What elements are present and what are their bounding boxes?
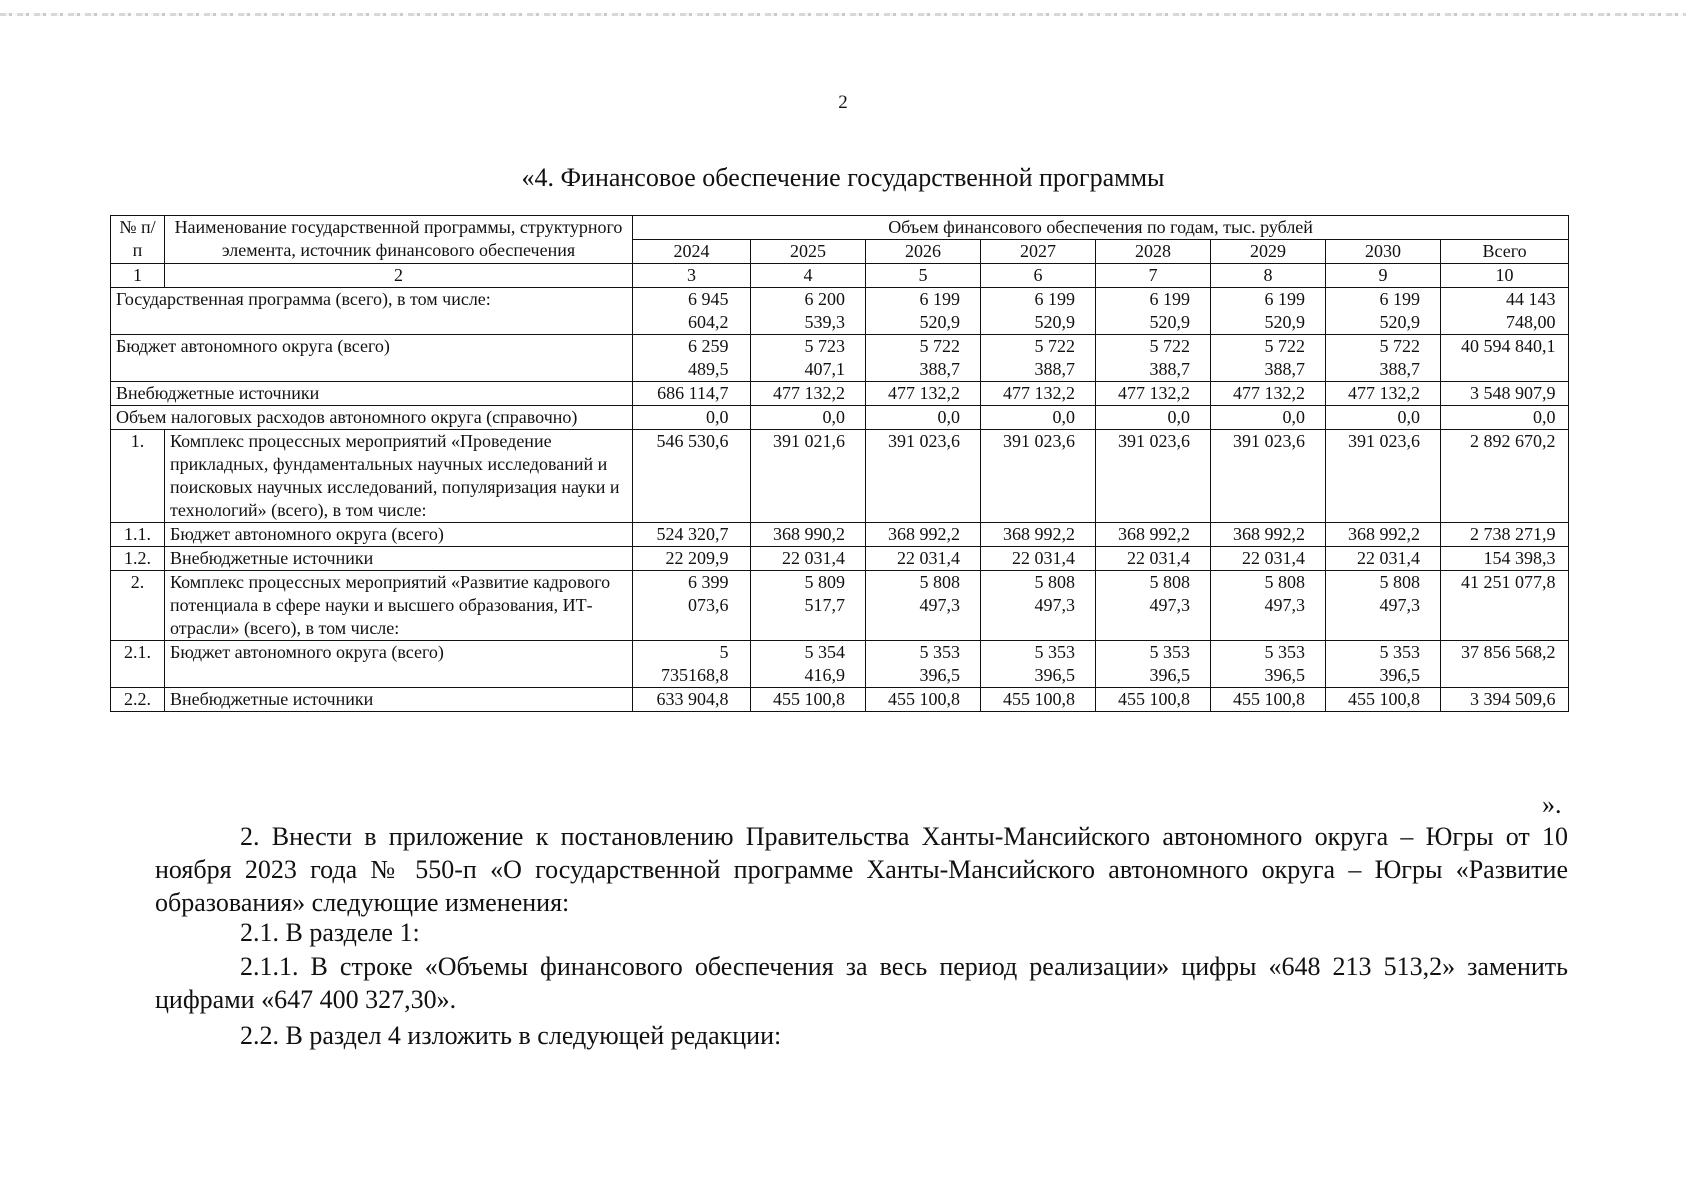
cell-value-text: 22 209,9 [665, 548, 729, 568]
cell-total [1441, 688, 1569, 712]
cell-value [981, 335, 1096, 382]
cell-value [1211, 547, 1326, 571]
cell-value-text: 477 132,2 [1003, 383, 1075, 403]
row-name: Внебюджетные источники [165, 547, 633, 571]
table-row [111, 688, 1569, 712]
cell-value [1211, 406, 1326, 430]
cell-value-text: 5 353 396,5 [1149, 642, 1190, 685]
cell-value-text: 391 023,6 [1233, 431, 1305, 451]
cell-value [981, 547, 1096, 571]
cell-value [1096, 688, 1211, 712]
cell-value [981, 288, 1096, 335]
table-row [111, 406, 1569, 430]
cell-value-text: 5 723 407,1 [804, 336, 845, 379]
cell-value [1326, 571, 1441, 641]
cell-value [1326, 288, 1441, 335]
cell-value-text: 22 031,4 [1357, 548, 1420, 568]
cell-total [1441, 547, 1569, 571]
cell-value-text: 368 992,2 [1118, 524, 1190, 544]
cell-value [866, 547, 981, 571]
header-num: № п/п [111, 216, 165, 264]
header-row-1 [111, 216, 1569, 240]
cell-value-text: 22 031,4 [1012, 548, 1075, 568]
cell-value [633, 382, 751, 406]
cell-value [866, 641, 981, 688]
cell-value-text: 477 132,2 [1118, 383, 1190, 403]
cell-value-text: 5 354 416,9 [804, 642, 845, 685]
cell-value-text: 5 808 497,3 [1264, 572, 1305, 615]
column-number: 3 [633, 264, 751, 288]
cell-value-text: 368 990,2 [773, 524, 845, 544]
column-number: 6 [981, 264, 1096, 288]
section-title: «4. Финансовое обеспечение государственной программы [521, 163, 1165, 192]
cell-value-text: 391 023,6 [1003, 431, 1075, 451]
column-number: 2 [165, 264, 633, 288]
cell-value-text: 6 199 520,9 [1264, 289, 1305, 332]
row-name: Комплекс процессных мероприятий «Развитие кадрового потенциала в сфере науки и высшего образования, ИТ-отрасли» (всего), в том числе: [165, 571, 633, 641]
cell-value-text: 546 530,6 [656, 431, 729, 451]
paragraph-item-2-2: 2.2. В раздел 4 изложить в следующей редакции: [240, 1021, 782, 1050]
header-year: 2029 [1211, 240, 1326, 264]
column-number: 4 [751, 264, 866, 288]
header-name: Наименование государственной программы, структурного элемента, источник финансового обеспечения [165, 216, 633, 264]
cell-total [1441, 571, 1569, 641]
cell-value-text: 5 353 396,5 [1034, 642, 1075, 685]
cell-value [1326, 335, 1441, 382]
cell-value-text: 5 353 396,5 [1379, 642, 1420, 685]
column-number: 7 [1096, 264, 1211, 288]
cell-value [866, 335, 981, 382]
row-name: Бюджет автономного округа (всего) [165, 523, 633, 547]
cell-total [1441, 430, 1569, 523]
cell-value-text: 6 199 520,9 [1149, 289, 1190, 332]
cell-value [633, 688, 751, 712]
cell-value-text: 368 992,2 [888, 524, 960, 544]
cell-value [751, 688, 866, 712]
cell-value-text: 633 904,8 [656, 689, 729, 709]
cell-value-text: 5 353 396,5 [1264, 642, 1305, 685]
cell-value-text: 44 143 748,00 [1506, 289, 1556, 332]
cell-value [866, 382, 981, 406]
cell-value-text: 0,0 [1533, 407, 1556, 427]
cell-value-text: 6 399 073,6 [688, 572, 729, 615]
cell-value [866, 688, 981, 712]
cell-value [981, 430, 1096, 523]
cell-value [1096, 335, 1211, 382]
cell-value-text: 5 722 388,7 [1379, 336, 1420, 379]
cell-value [633, 547, 751, 571]
cell-value [1211, 641, 1326, 688]
column-number: 8 [1211, 264, 1326, 288]
table-row [111, 571, 1569, 641]
cell-total [1441, 335, 1569, 382]
header-year: 2025 [751, 240, 866, 264]
cell-value [1326, 430, 1441, 523]
table-row [111, 547, 1569, 571]
header-year: 2024 [633, 240, 751, 264]
cell-value-text: 0,0 [1282, 407, 1305, 427]
cell-value [1211, 382, 1326, 406]
row-name: Внебюджетные источники [111, 382, 633, 406]
cell-value-text: 5 808 497,3 [919, 572, 960, 615]
cell-value [633, 571, 751, 641]
cell-value [1096, 571, 1211, 641]
closing-quote: ». [1542, 790, 1562, 819]
cell-value [981, 382, 1096, 406]
cell-total [1441, 406, 1569, 430]
cell-value [1096, 406, 1211, 430]
cell-value-text: 0,0 [937, 407, 960, 427]
cell-value-text: 5 809 517,7 [804, 572, 845, 615]
cell-value-text: 0,0 [822, 407, 845, 427]
cell-value-text: 455 100,8 [773, 689, 845, 709]
header-year: 2028 [1096, 240, 1211, 264]
cell-value [751, 288, 866, 335]
cell-value [751, 430, 866, 523]
cell-value-text: 477 132,2 [1233, 383, 1305, 403]
cell-value-text: 0,0 [1167, 407, 1190, 427]
cell-value [981, 406, 1096, 430]
cell-total [1441, 288, 1569, 335]
cell-total [1441, 382, 1569, 406]
header-year: 2030 [1326, 240, 1441, 264]
table-row [111, 382, 1569, 406]
row-name: Бюджет автономного округа (всего) [111, 335, 633, 382]
cell-value [1326, 382, 1441, 406]
table-row [111, 430, 1569, 523]
paragraph-item-2-1-1: 2.1.1. В строке «Объемы финансового обеспечения за весь период реализации» цифры «648 213 513,2» заменить цифрами «647 400 327,30». [155, 952, 1568, 1014]
cell-value [1326, 547, 1441, 571]
row-number: 2. [111, 571, 165, 641]
row-number: 1.1. [111, 523, 165, 547]
row-name: Государственная программа (всего), в том числе: [111, 288, 633, 335]
cell-value-text: 5 808 497,3 [1379, 572, 1420, 615]
row-name: Бюджет автономного округа (всего) [165, 641, 633, 688]
paragraph-amendment: 2. Внести в приложение к постановлению Правительства Ханты-Мансийского автономного округа – Югры от 10 ноября 2023 года № 550-п «О государственной программе Ханты-Мансийского автономного округа – Югры «Развитие образования» следующие изменения: [155, 822, 1568, 917]
row-number: 2.1. [111, 641, 165, 688]
table-row [111, 523, 1569, 547]
cell-value-text: 368 992,2 [1348, 524, 1420, 544]
cell-value-text: 368 992,2 [1003, 524, 1075, 544]
cell-value [1211, 335, 1326, 382]
cell-value-text: 391 023,6 [1348, 431, 1420, 451]
cell-value-text: 5 722 388,7 [1034, 336, 1075, 379]
cell-value [1211, 288, 1326, 335]
cell-value [751, 547, 866, 571]
cell-value [866, 430, 981, 523]
cell-value [751, 571, 866, 641]
cell-value [1326, 406, 1441, 430]
cell-value-text: 154 398,3 [1483, 548, 1556, 568]
cell-value [866, 523, 981, 547]
cell-value [751, 523, 866, 547]
cell-value-text: 477 132,2 [1348, 383, 1420, 403]
cell-value [1211, 688, 1326, 712]
row-number: 2.2. [111, 688, 165, 712]
cell-value-text: 455 100,8 [888, 689, 960, 709]
header-group: Объем финансового обеспечения по годам, тыс. рублей [633, 216, 1569, 240]
cell-value [866, 288, 981, 335]
cell-value-text: 455 100,8 [1003, 689, 1075, 709]
cell-value [633, 523, 751, 547]
cell-value-text: 22 031,4 [782, 548, 845, 568]
cell-value-text: 41 251 077,8 [1461, 572, 1556, 592]
cell-value [751, 641, 866, 688]
row-name: Комплекс процессных мероприятий «Проведение прикладных, фундаментальных научных исследований и поисковых научных исследований, популяризация науки и технологий» (всего), в том числе: [165, 430, 633, 523]
cell-value [1211, 430, 1326, 523]
cell-value-text: 5 808 497,3 [1034, 572, 1075, 615]
cell-value-text: 477 132,2 [773, 383, 845, 403]
row-name: Внебюджетные источники [165, 688, 633, 712]
cell-value-text: 5 808 497,3 [1149, 572, 1190, 615]
cell-value [981, 641, 1096, 688]
cell-value [1096, 382, 1211, 406]
cell-value [751, 406, 866, 430]
cell-value [981, 688, 1096, 712]
cell-value-text: 6 200 539,3 [804, 289, 845, 332]
cell-value [1326, 523, 1441, 547]
cell-value [1326, 688, 1441, 712]
cell-value-text: 37 856 568,2 [1461, 642, 1556, 662]
table-row [111, 335, 1569, 382]
cell-value-text: 0,0 [706, 407, 729, 427]
cell-value [1326, 641, 1441, 688]
cell-value [633, 335, 751, 382]
cell-value [751, 382, 866, 406]
cell-value [1096, 288, 1211, 335]
cell-total [1441, 641, 1569, 688]
table-row [111, 288, 1569, 335]
column-number: 5 [866, 264, 981, 288]
cell-value [1096, 641, 1211, 688]
cell-value-text: 524 320,7 [656, 524, 729, 544]
cell-value-text: 22 031,4 [1127, 548, 1190, 568]
cell-value-text: 2 738 271,9 [1470, 524, 1556, 544]
header-total: Всего [1441, 240, 1569, 264]
row-number: 1.2. [111, 547, 165, 571]
cell-value [1096, 547, 1211, 571]
cell-value-text: 5 722 388,7 [1264, 336, 1305, 379]
page-number: 2 [838, 92, 848, 113]
cell-value [751, 335, 866, 382]
cell-value-text: 6 259 489,5 [688, 336, 729, 379]
cell-value-text: 391 021,6 [773, 431, 845, 451]
column-number: 1 [111, 264, 165, 288]
row-number: 1. [111, 430, 165, 523]
paragraph-section-1: 2.1. В разделе 1: [240, 918, 420, 947]
cell-value-text: 477 132,2 [888, 383, 960, 403]
cell-value-text: 0,0 [1397, 407, 1420, 427]
cell-value-text: 2 892 670,2 [1470, 431, 1556, 451]
column-number-row [111, 264, 1569, 288]
cell-value [1211, 523, 1326, 547]
cell-value-text: 455 100,8 [1118, 689, 1190, 709]
cell-value-text: 5 722 388,7 [1149, 336, 1190, 379]
header-year: 2026 [866, 240, 981, 264]
cell-value-text: 391 023,6 [888, 431, 960, 451]
cell-value [633, 406, 751, 430]
cell-value-text: 3 548 907,9 [1470, 383, 1556, 403]
cell-value [633, 288, 751, 335]
cell-value-text: 368 992,2 [1233, 524, 1305, 544]
cell-value [1096, 523, 1211, 547]
cell-value-text: 391 023,6 [1118, 431, 1190, 451]
cell-value [1211, 571, 1326, 641]
cell-value [633, 641, 751, 688]
cell-value-text: 22 031,4 [897, 548, 960, 568]
cell-value-text: 6 199 520,9 [1379, 289, 1420, 332]
header-year: 2027 [981, 240, 1096, 264]
cell-value [866, 571, 981, 641]
column-number: 9 [1326, 264, 1441, 288]
cell-value-text: 3 394 509,6 [1470, 689, 1556, 709]
cell-value [1096, 430, 1211, 523]
cell-value [981, 523, 1096, 547]
row-name: Объем налоговых расходов автономного округа (справочно) [111, 406, 633, 430]
financing-table [110, 215, 1569, 712]
cell-value-text: 22 031,4 [1242, 548, 1305, 568]
cell-total [1441, 523, 1569, 547]
cell-value-text: 6 199 520,9 [919, 289, 960, 332]
cell-value [981, 571, 1096, 641]
cell-value-text: 6 945 604,2 [688, 289, 729, 332]
cell-value-text: 5 353 396,5 [919, 642, 960, 685]
cell-value-text: 686 114,7 [657, 383, 729, 403]
scan-edge-artifact [0, 13, 1686, 16]
cell-value-text: 6 199 520,9 [1034, 289, 1075, 332]
cell-value [866, 406, 981, 430]
cell-value-text: 455 100,8 [1233, 689, 1305, 709]
cell-value-text: 0,0 [1052, 407, 1075, 427]
table-row [111, 641, 1569, 688]
cell-value [633, 430, 751, 523]
cell-value-text: 5 722 388,7 [919, 336, 960, 379]
cell-value-text: 5 735168,8 [661, 642, 729, 685]
cell-value-text: 40 594 840,1 [1461, 336, 1556, 356]
cell-value-text: 455 100,8 [1348, 689, 1420, 709]
column-number: 10 [1441, 264, 1569, 288]
